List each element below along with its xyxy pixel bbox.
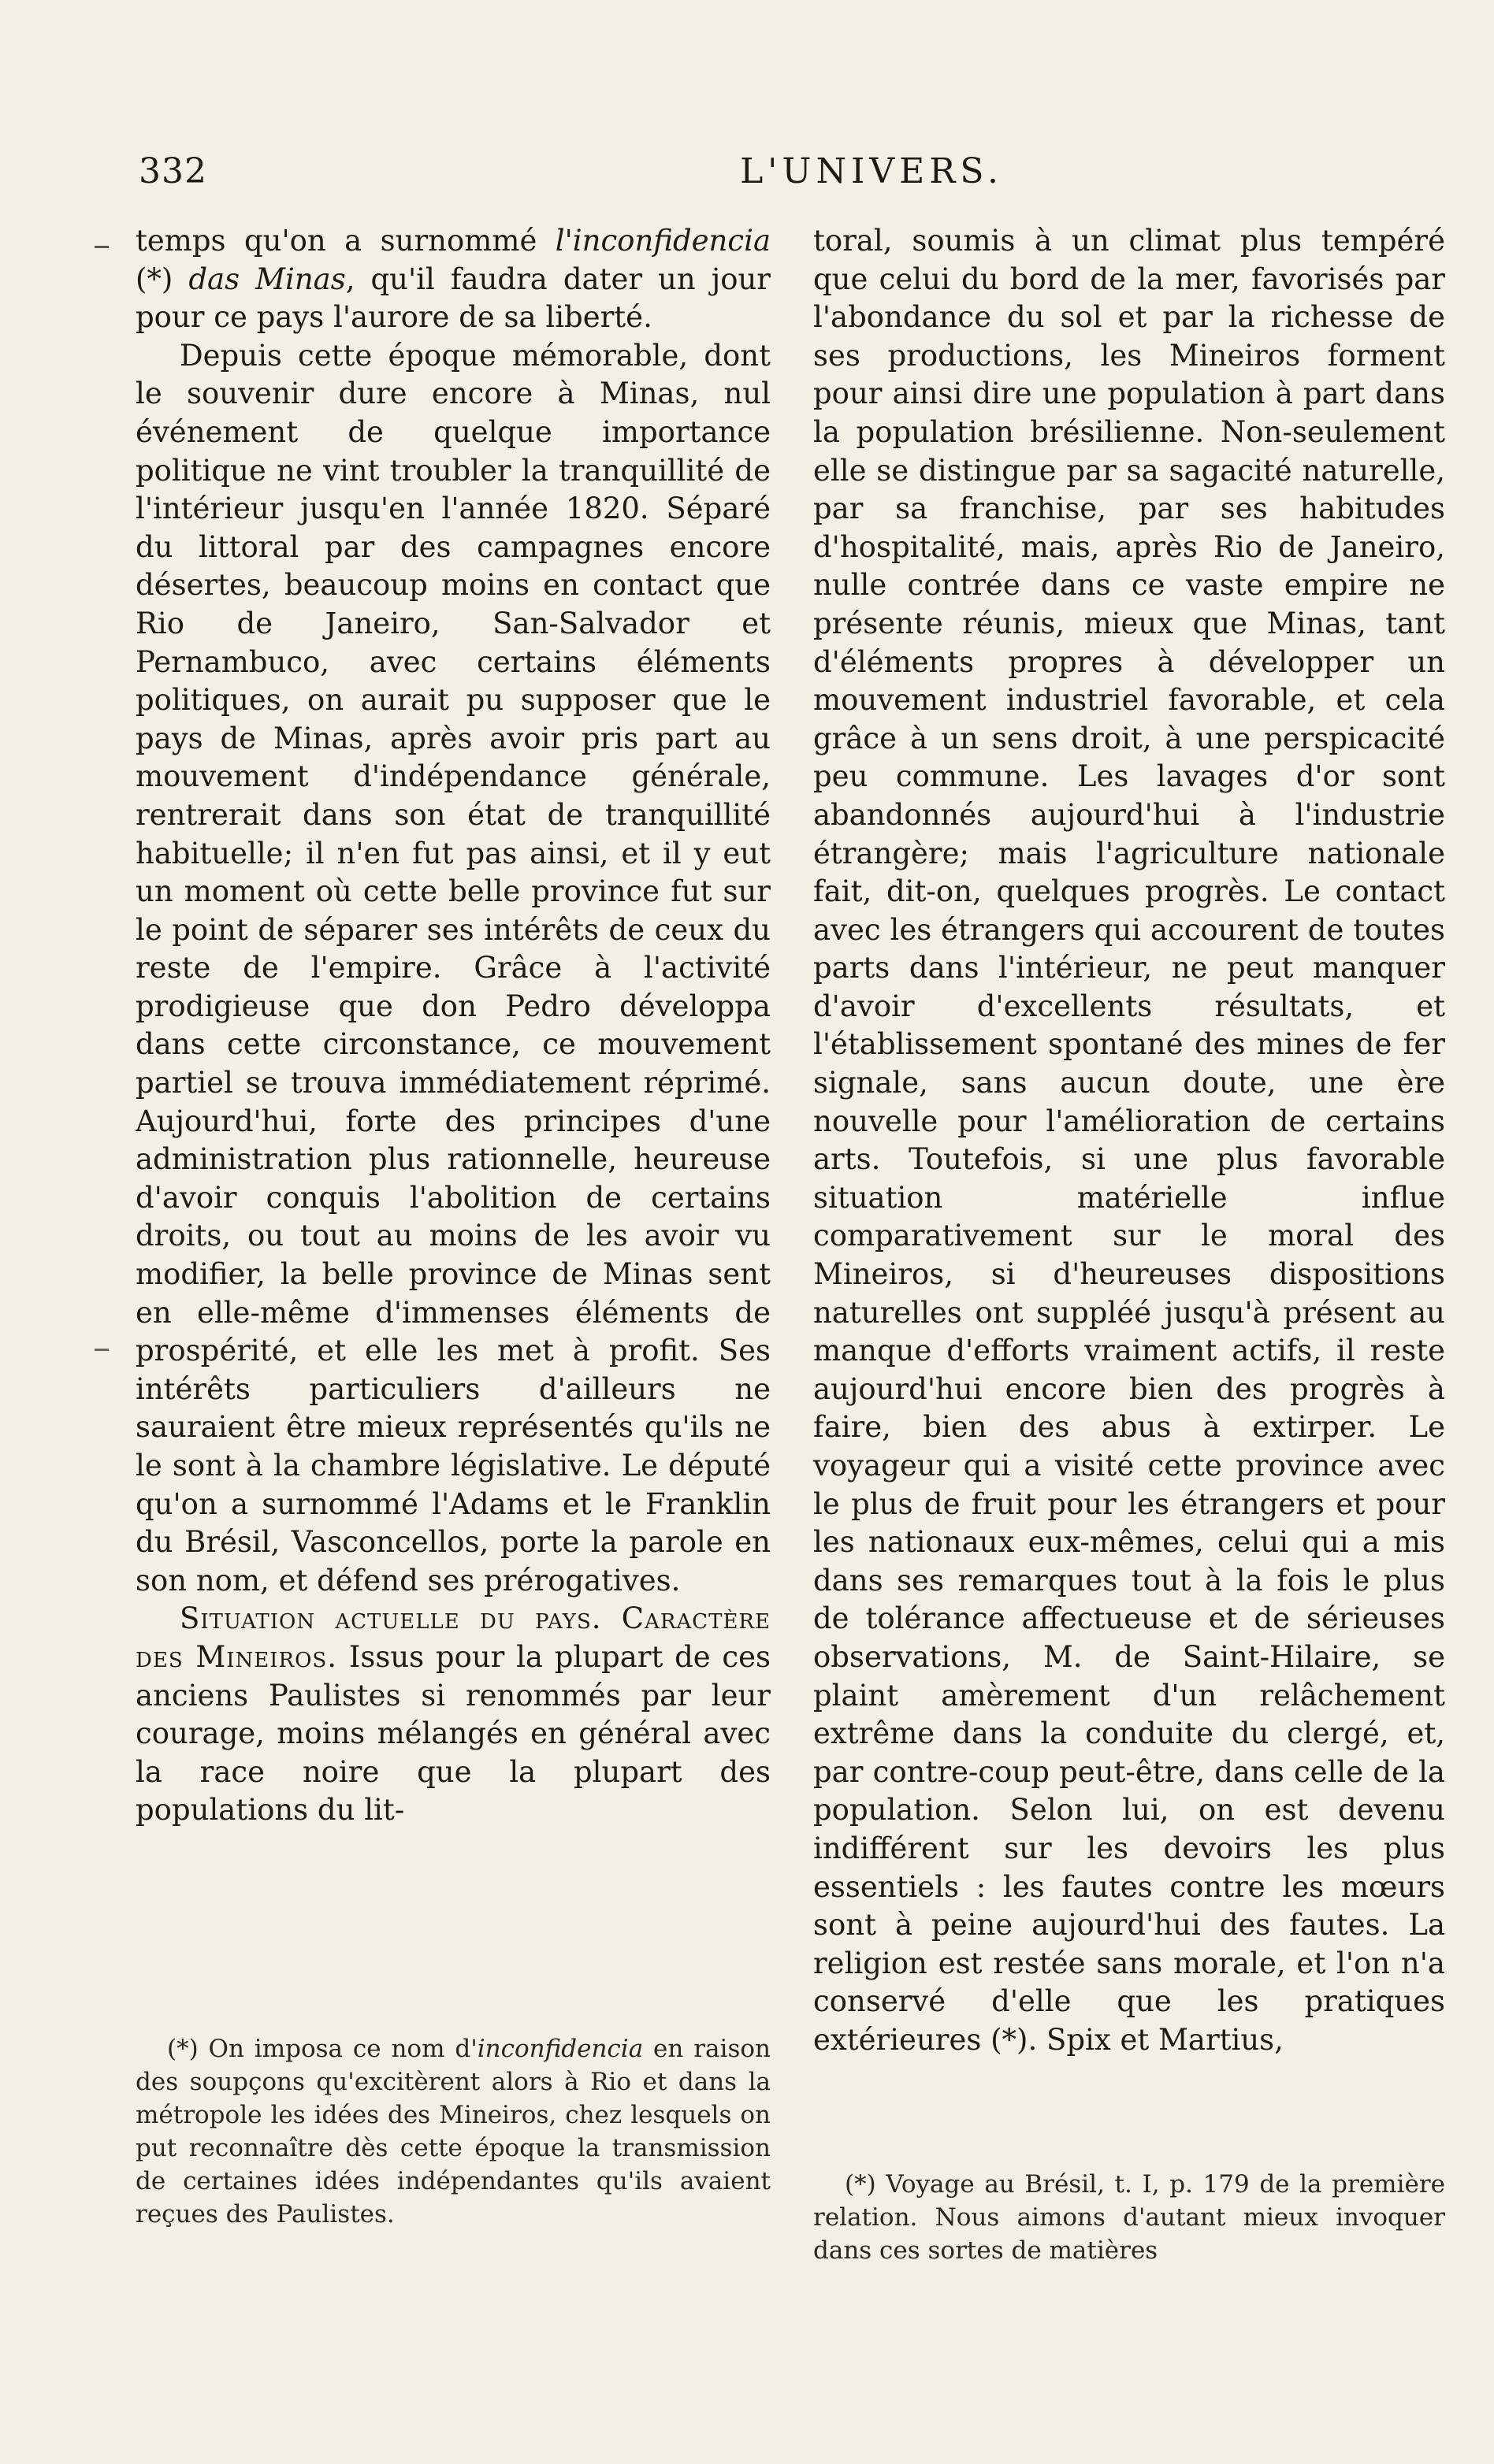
footnote-right: (*) Voyage au Brésil, t. I, p. 179 de la première relation. Nous aimons d'autant mieux invoquer dans ces sortes de matières xyxy=(813,2170,1445,2265)
paragraph: Situation actuelle du pays. Caractère des Mineiros. Issus pour la plupart de ces anciens Paulistes si renommés par leur courage, moins mélangés en général avec la race noire que la plupart des populations du lit- xyxy=(136,1601,771,1828)
margin-mark xyxy=(95,1349,109,1351)
paragraph: temps qu'on a surnommé l'inconfidencia (*) das Minas, qu'il faudra dater un jour pour ce pays l'aurore de sa liberté. xyxy=(136,224,771,335)
italic-term: l'inconfidencia xyxy=(555,224,771,258)
left-column xyxy=(136,222,771,1830)
section-heading: Situation actuelle du pays. Caractère des Mineiros. xyxy=(136,1601,771,1674)
running-title: L'UNIVERS. xyxy=(740,151,1003,191)
margin-mark xyxy=(95,246,109,248)
running-head xyxy=(139,151,1447,206)
italic-term: das Minas xyxy=(188,262,346,296)
right-column xyxy=(813,222,1445,2060)
page-number: 332 xyxy=(139,151,207,191)
footnote-left: (*) On imposa ce nom d'inconfidencia en raison des soupçons qu'excitèrent alors à Rio et dans la métropole les idées des Mineiros, chez lesquels on put reconnaître dès cette époque la transmission de certaines idées indépendantes qu'ils avaient reçues des Paulistes. xyxy=(136,2035,771,2228)
paragraph: toral, soumis à un climat plus tempéré que celui du bord de la mer, favorisés par l'abondance du sol et par la richesse de ses productions, les Mineiros forment pour ainsi dire une population à part dans la population brésilienne. Non-seulement elle se distingue par sa sagacité naturelle, par sa franchise, par ses habitudes d'hospitalité, mais, après Rio de Janeiro, nulle contrée dans ce vaste empire ne présente réunis, mieux que Minas, tant d'éléments propres à développer un mouvement industriel favorable, et cela grâce à un sens droit, à une perspicacité peu commune. Les lavages d'or sont abandonnés aujourd'hui à l'industrie étrangère; mais l'agriculture nationale fait, dit-on, quelques progrès. Le contact avec les étrangers qui accourent de toutes parts dans l'intérieur, ne peut manquer d'avoir d'excellents résultats, et l'établissement spontané des mines de fer signale, sans aucun doute, une ère nouvelle pour l'amélioration de certains arts. Toutefois, si une plus favorable situation matérielle influe comparativement sur le moral des Mineiros, si d'heureuses dispositions naturelles ont suppléé jusqu'à présent au manque d'efforts vraiment actifs, il reste aujourd'hui encore bien des progrès à faire, bien des abus à extirper. Le voyageur qui a visité cette province avec le plus de fruit pour les étrangers et pour les nationaux eux-mêmes, celui qui a mis dans ses remarques tout à la fois le plus de tolérance affectueuse et de sérieuses observations, M. de Saint-Hilaire, se plaint amèrement d'un relâchement extrême dans la conduite du clergé, et, par contre-coup peut-être, dans celle de la population. Selon lui, on est devenu indifférent sur les devoirs les plus essentiels : les fautes contre les mœurs sont à peine aujourd'hui des fautes. La religion est restée sans morale, et l'on n'a conservé d'elle que les pratiques extérieures (*). Spix et Martius, xyxy=(813,224,1445,2057)
paragraph: Depuis cette époque mémorable, dont le souvenir dure encore à Minas, nul événement de quelque importance politique ne vint troubler la tranquillité de l'intérieur jusqu'en l'année 1820. Séparé du littoral par des campagnes encore désertes, beaucoup moins en contact que Rio de Janeiro, San-Salvador et Pernambuco, avec certains éléments politiques, on aurait pu supposer que le pays de Minas, après avoir pris part au mouvement d'indépendance générale, rentrerait dans son état de tranquillité habituelle; il n'en fut pas ainsi, et il y eut un moment où cette belle province fut sur le point de séparer ses intérêts de ceux du reste de l'empire. Grâce à l'activité prodigieuse que don Pedro développa dans cette circonstance, ce mouvement partiel se trouva immédiatement réprimé. Aujourd'hui, forte des principes d'une administration plus rationnelle, heureuse d'avoir conquis l'abolition de certains droits, ou tout au moins de les avoir vu modifier, la belle province de Minas sent en elle-même d'immenses éléments de prospérité, et elle les met à profit. Ses intérêts particuliers d'ailleurs ne sauraient être mieux représentés qu'ils ne le sont à la chambre législative. Le député qu'on a surnommé l'Adams et le Franklin du Brésil, Vasconcellos, porte la parole en son nom, et défend ses prérogatives. xyxy=(136,338,771,1598)
